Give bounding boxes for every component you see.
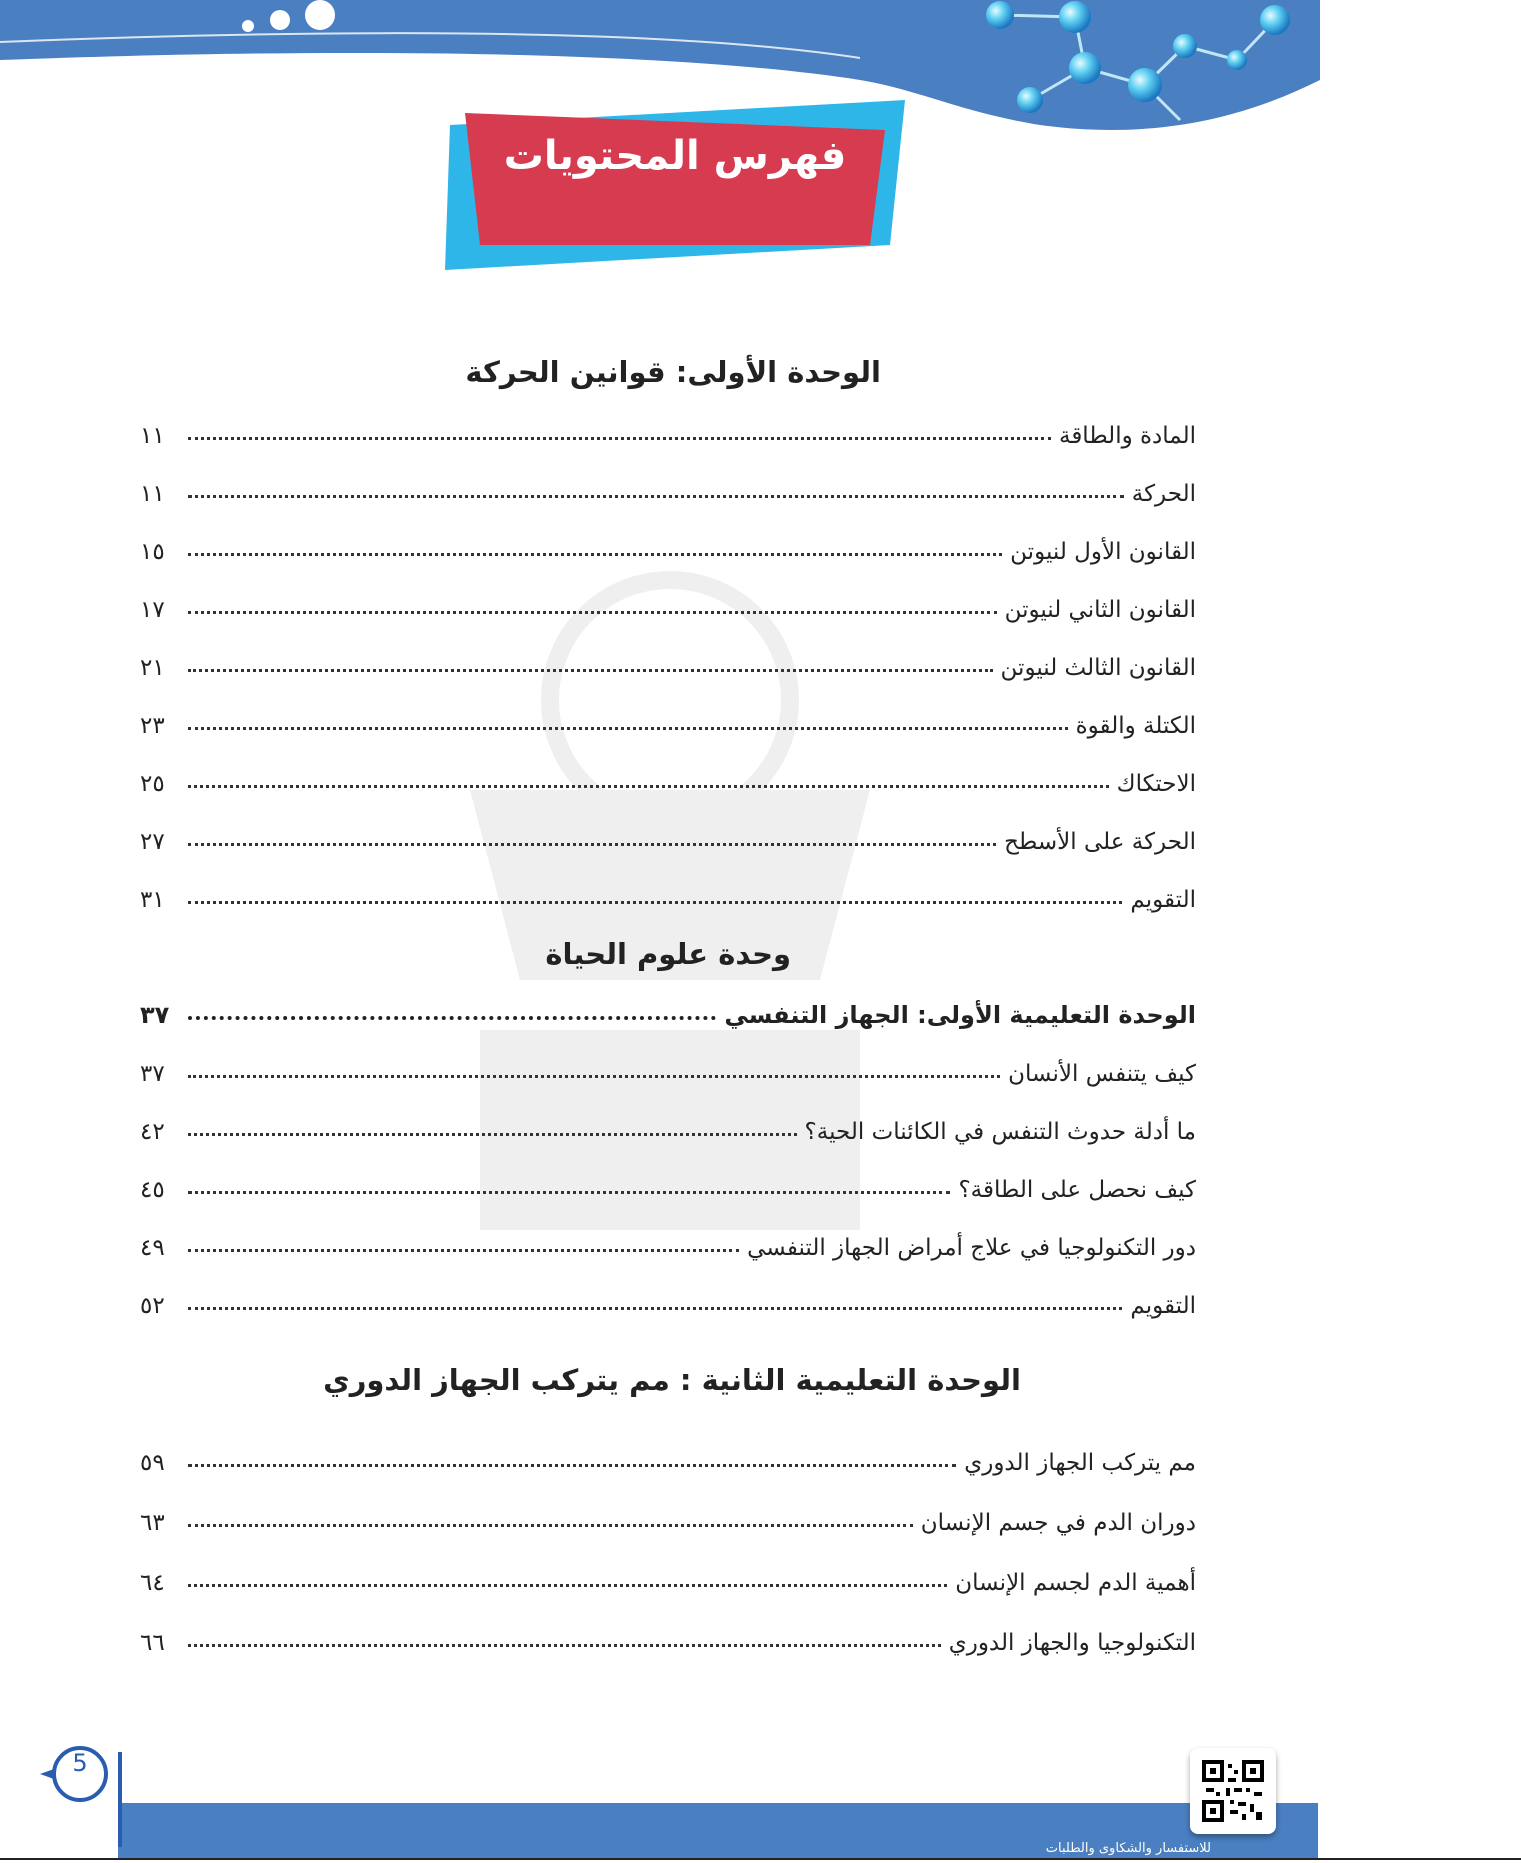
toc-entry-label: القانون الأول لنيوتن	[1010, 539, 1196, 565]
toc-entry[interactable]	[140, 405, 1196, 449]
qr-code-icon	[1190, 1748, 1276, 1834]
toc-page-number: ٥٩	[140, 1450, 165, 1476]
toc-page-number: ١١	[140, 423, 165, 449]
toc-entry-label: الحركة	[1131, 481, 1196, 507]
toc-entry[interactable]	[140, 1217, 1196, 1261]
toc-entry[interactable]	[140, 1612, 1196, 1656]
toc-entry-label: الحركة على الأسطح	[1004, 829, 1196, 855]
toc-entry[interactable]	[140, 521, 1196, 565]
toc-entry[interactable]	[140, 1043, 1196, 1087]
toc-page-number: ٣١	[140, 887, 165, 913]
toc-entry-label: دوران الدم في جسم الإنسان	[920, 1510, 1196, 1536]
toc-page-number: ٤٩	[140, 1235, 165, 1261]
toc-entry-label: الكتلة والقوة	[1075, 713, 1196, 739]
toc-entry[interactable]	[140, 637, 1196, 681]
toc-page-number: ٦٦	[140, 1630, 165, 1656]
toc-entry[interactable]	[140, 1432, 1196, 1476]
toc-entry[interactable]	[140, 1159, 1196, 1203]
toc-page-number: ٤٢	[140, 1119, 165, 1145]
toc-entry-label: الاحتكاك	[1116, 771, 1196, 797]
unit3-heading: الوحدة التعليمية الثانية : مم يتركب الجهاز الدوري	[323, 1363, 1021, 1397]
toc-leader-dots	[188, 495, 1124, 498]
qr-code[interactable]	[1190, 1748, 1276, 1834]
toc-leader-dots	[188, 901, 1122, 904]
toc-page-number: ٢٧	[140, 829, 165, 855]
toc-leader-dots	[188, 1584, 947, 1587]
toc-entry-label: أهمية الدم لجسم الإنسان	[955, 1570, 1196, 1596]
life-unit-heading: وحدة علوم الحياة	[545, 937, 791, 971]
toc-leader-dots	[188, 1524, 913, 1527]
toc-page-number: ١١	[140, 481, 165, 507]
toc-page-number: ٤٥	[140, 1177, 165, 1203]
toc-entry-label: القانون الثالث لنيوتن	[1000, 655, 1196, 681]
toc-entry[interactable]	[140, 1275, 1196, 1319]
toc-leader-dots	[188, 1307, 1122, 1310]
toc-entry-label: كيف يتنفس الأنسان	[1008, 1061, 1196, 1087]
title-banner	[440, 95, 910, 275]
toc-entry-label: ما أدلة حدوث التنفس في الكائنات الحية؟	[804, 1119, 1196, 1145]
toc-entry[interactable]	[140, 753, 1196, 797]
toc-entry-label: مم يتركب الجهاز الدوري	[964, 1450, 1196, 1476]
toc-entry-label: المادة والطاقة	[1058, 423, 1196, 449]
bottom-border-line	[0, 1858, 1521, 1860]
toc-leader-dots	[188, 727, 1068, 730]
toc-leader-dots	[188, 669, 993, 672]
toc-leader-dots	[188, 1016, 716, 1020]
toc-entry[interactable]	[140, 1101, 1196, 1145]
toc-leader-dots	[188, 1644, 941, 1647]
toc-entry-label: دور التكنولوجيا في علاج أمراض الجهاز التنفسي	[747, 1235, 1196, 1261]
toc-entry[interactable]	[140, 1552, 1196, 1596]
life-subunit-heading-row[interactable]	[140, 985, 1196, 1029]
toc-page-number: ١٥	[140, 539, 165, 565]
toc-leader-dots	[188, 611, 997, 614]
toc-leader-dots	[188, 785, 1109, 788]
toc-entry[interactable]	[140, 811, 1196, 855]
toc-entry[interactable]	[140, 869, 1196, 913]
toc-leader-dots	[188, 1464, 956, 1467]
unit1-heading: الوحدة الأولى: قوانين الحركة	[465, 355, 881, 389]
toc-page-number: ٢٣	[140, 713, 165, 739]
toc-page-number: ٢١	[140, 655, 165, 681]
toc-page-number: ٦٤	[140, 1570, 165, 1596]
toc-page-number: ١٧	[140, 597, 165, 623]
toc-entry[interactable]	[140, 695, 1196, 739]
toc-entry[interactable]	[140, 1492, 1196, 1536]
title-banner-shape	[440, 95, 910, 275]
toc-page-number: ٥٢	[140, 1293, 165, 1319]
footer-contact-text: للاستفسار والشكاوى والطلبات	[1045, 1841, 1211, 1856]
toc-entry-label: كيف نحصل على الطاقة؟	[958, 1177, 1196, 1203]
toc-entry[interactable]	[140, 463, 1196, 507]
page-number: 5	[72, 1749, 88, 1777]
toc-entry-label: التكنولوجيا والجهاز الدوري	[948, 1630, 1196, 1656]
toc-entry-label: التقويم	[1130, 1293, 1196, 1319]
toc-entry[interactable]	[140, 579, 1196, 623]
toc-entry-label: القانون الثاني لنيوتن	[1004, 597, 1196, 623]
toc-entry-label: التقويم	[1130, 887, 1196, 913]
page-title: فهرس المحتويات	[503, 133, 847, 179]
toc-page-number: ٦٣	[140, 1510, 165, 1536]
toc-leader-dots	[188, 1249, 739, 1252]
toc-leader-dots	[188, 437, 1051, 440]
toc-leader-dots	[188, 1075, 1000, 1078]
toc-entry-label: الوحدة التعليمية الأولى: الجهاز التنفسي	[724, 1001, 1196, 1029]
toc-leader-dots	[188, 843, 996, 846]
toc-page-number: ٣٧	[140, 1001, 170, 1029]
toc-page-number: ٣٧	[140, 1061, 165, 1087]
toc-leader-dots	[188, 1133, 797, 1136]
toc-leader-dots	[188, 553, 1002, 556]
toc-page-number: ٢٥	[140, 771, 165, 797]
toc-leader-dots	[188, 1191, 950, 1194]
